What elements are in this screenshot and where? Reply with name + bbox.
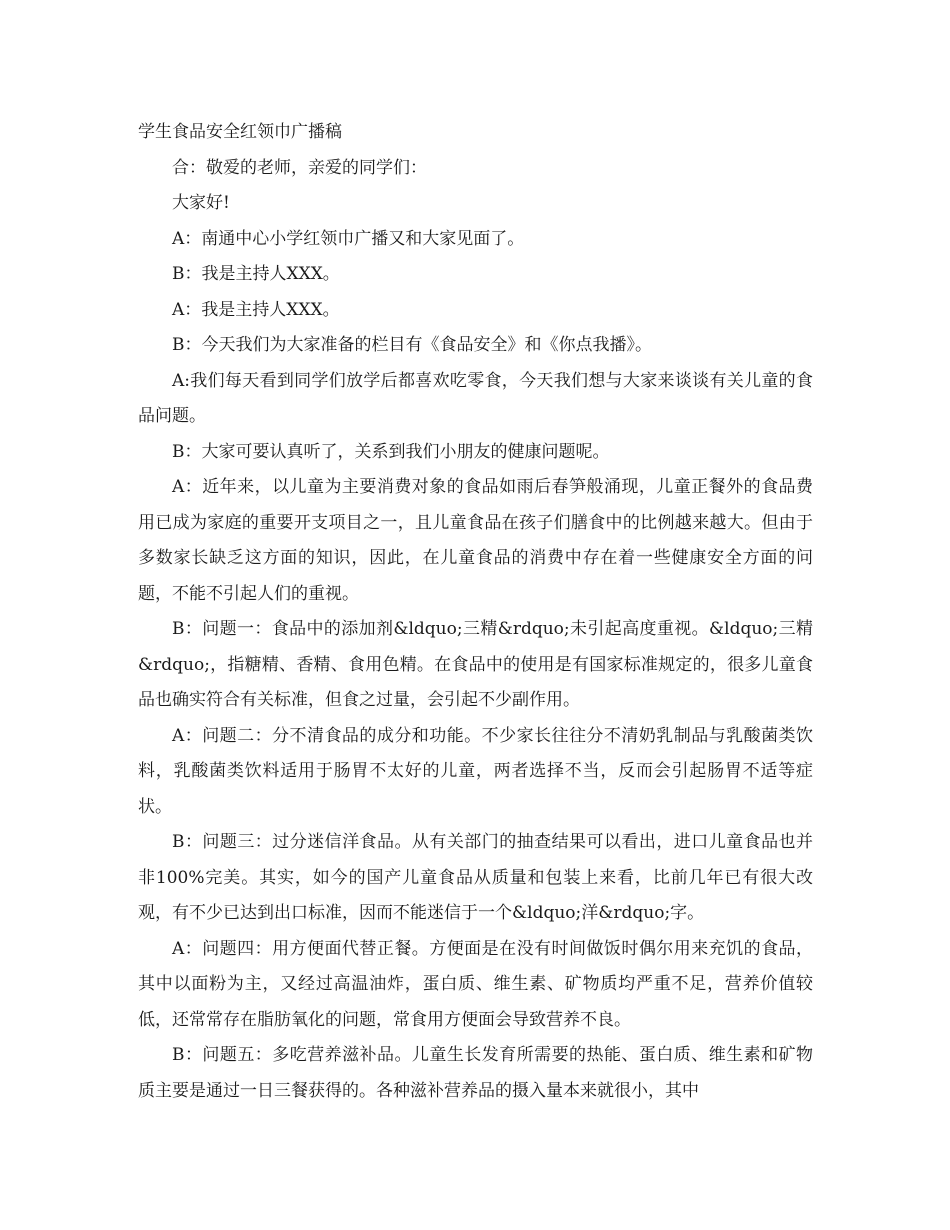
paragraph-background: A：近年来，以儿童为主要消费对象的食品如雨后春笋般涌现，儿童正餐外的食品费用已成为家庭的重要开支项目之一，且儿童食品在孩子们膳食中的比例越来越大。但由于多数家长缺乏这方面的知识，因此，在儿童食品的消费中存在着一些健康安全方面的问题，不能不引起人们的重视。 <box>138 477 813 604</box>
paragraph-hello: 大家好! <box>172 193 230 213</box>
paragraph-program-columns: B：今天我们为大家准备的栏目有《食品安全》和《你点我播》。 <box>172 335 652 355</box>
paragraph-host-a-intro: A：南通中心小学红领巾广播又和大家见面了。 <box>172 228 525 249</box>
paragraph-problem-five: B：问题五：多吃营养滋补品。儿童生长发育所需要的热能、蛋白质、维生素和矿物质主要是通过一日三餐获得的。各种滋补营养品的摄入量本来就很小，其中 <box>138 1045 813 1101</box>
paragraph-host-a-name: A：我是主持人XXX。 <box>172 299 340 320</box>
paragraph-topic-intro: A:我们每天看到同学们放学后都喜欢吃零食，今天我们想与大家来谈谈有关儿童的食品问题。 <box>138 370 813 426</box>
paragraph-greeting-opening: 合：敬爱的老师，亲爱的同学们： <box>172 157 427 178</box>
document-body <box>138 115 813 1109</box>
paragraph-problem-two: A：问题二：分不清食品的成分和功能。不少家长往往分不清奶乳制品与乳酸菌类饮料，乳酸菌类饮料适用于肠胃不太好的儿童，两者选择不当，反而会引起肠胃不适等症状。 <box>138 725 813 817</box>
paragraph-listen-carefully: B：大家可要认真听了，关系到我们小朋友的健康问题呢。 <box>172 441 610 462</box>
paragraph-problem-three: B：问题三：过分迷信洋食品。从有关部门的抽查结果可以看出，进口儿童食品也并非100%完美。其实，如今的国产儿童食品从质量和包装上来看，比前几年已有很大改观，有不少已达到出口标准，因而不能迷信于一个&ldquo;洋&rdquo;字。 <box>138 832 813 923</box>
paragraph-host-b-name: B：我是主持人XXX。 <box>172 264 340 284</box>
paragraph-problem-one: B：问题一：食品中的添加剂&ldquo;三精&rdquo;未引起高度重视。&ldquo;三精&rdquo;，指糖精、香精、食用色精。在食品中的使用是有国家标准规定的，很多儿童食品也确实符合有关标准，但食之过量，会引起不少副作用。 <box>138 619 813 710</box>
paragraph-problem-four: A：问题四：用方便面代替正餐。方便面是在没有时间做饭时偶尔用来充饥的食品，其中以面粉为主，又经过高温油炸，蛋白质、维生素、矿物质均严重不足，营养价值较低，还常常存在脂肪氧化的问题，常食用方便面会导致营养不良。 <box>138 938 813 1030</box>
document-title: 学生食品安全红领巾广播稿 <box>138 122 342 142</box>
